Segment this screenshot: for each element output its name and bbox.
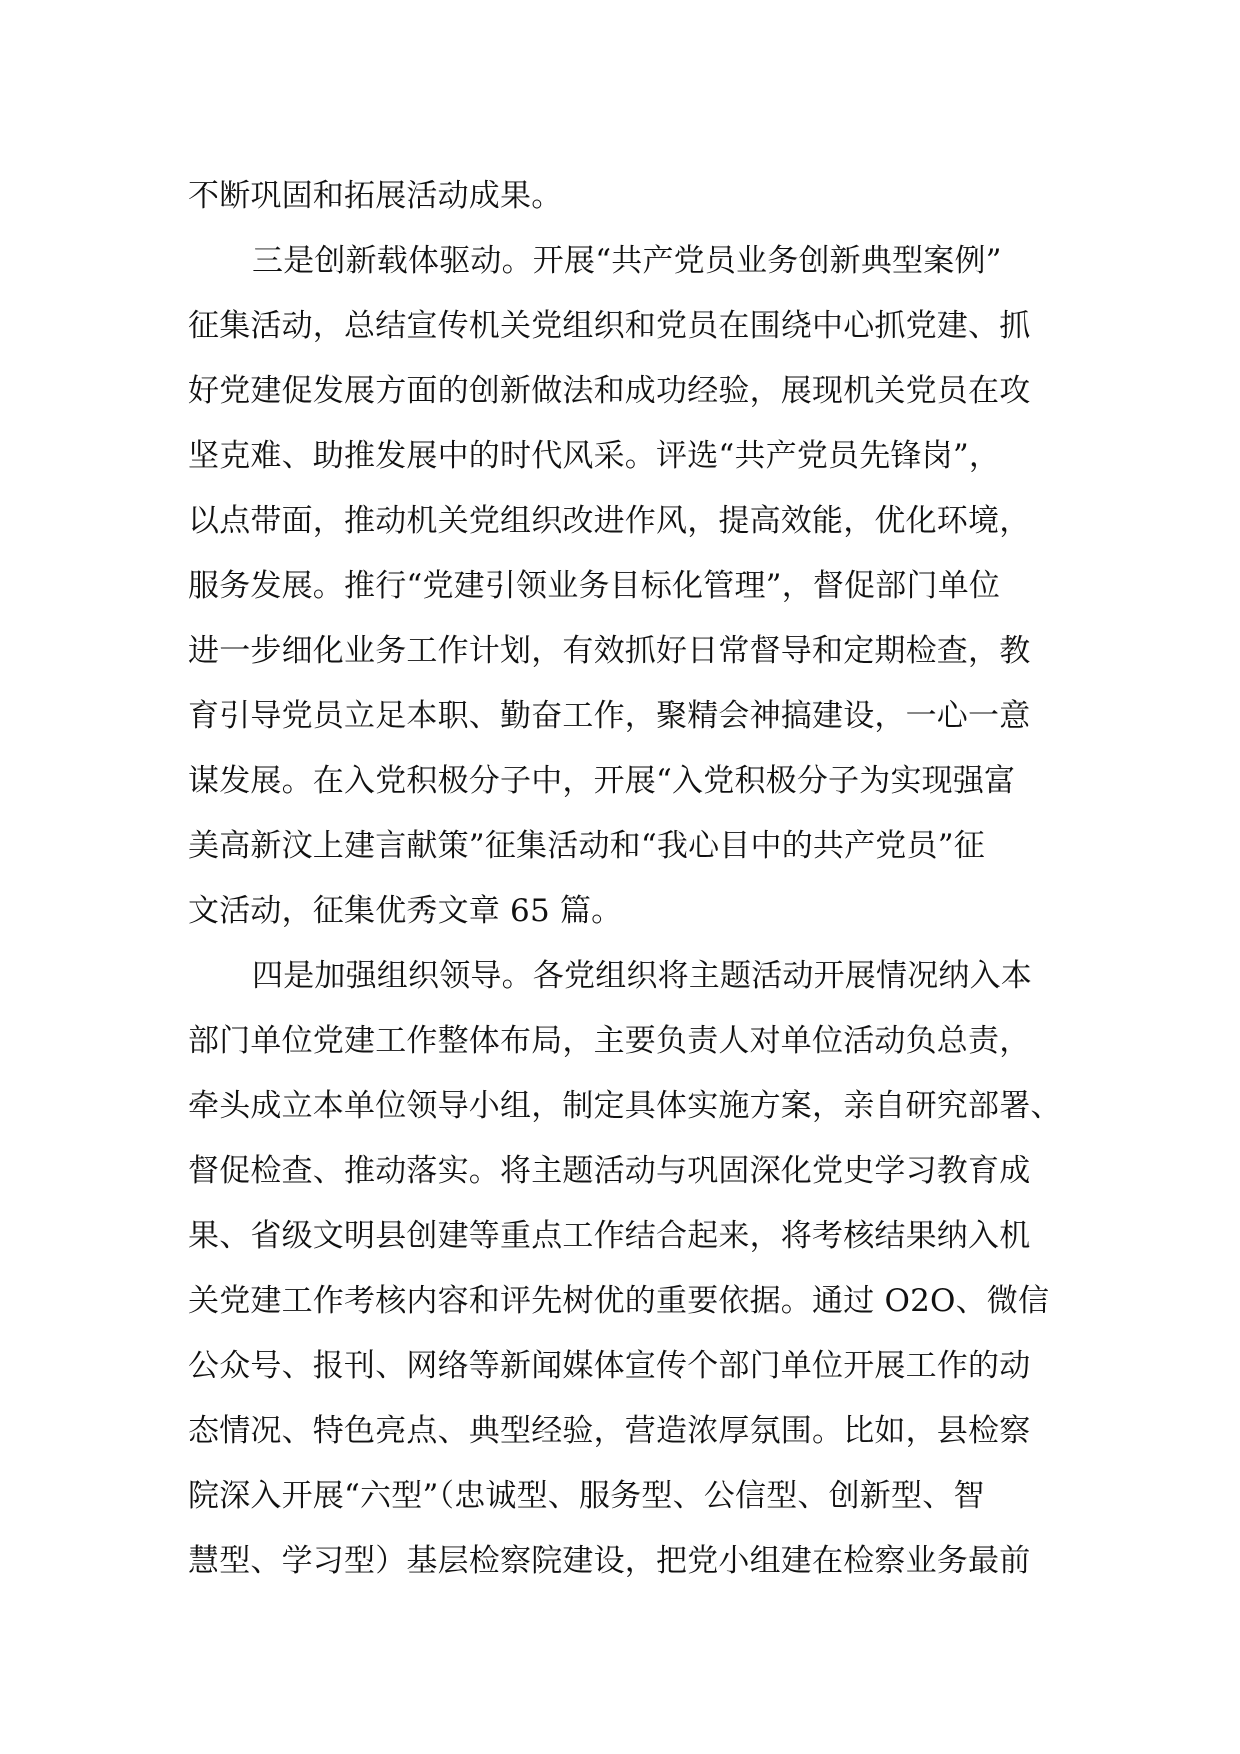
- text-line: 文活动，征集优秀文章 65 篇。: [188, 893, 623, 929]
- text-line: 美高新汶上建言献策”征集活动和“我心目中的共产党员”征: [188, 828, 985, 864]
- text-line: 部门单位党建工作整体布局，主要负责人对单位活动负总责，: [188, 1023, 1031, 1059]
- text-line: 好党建促发展方面的创新做法和成功经验，展现机关党员在攻: [188, 373, 1031, 409]
- text-line: 态情况、特色亮点、典型经验，营造浓厚氛围。比如，县检察: [188, 1413, 1031, 1449]
- paragraph-start-line: 三是创新载体驱动。开展“共产党员业务创新典型案例”: [252, 243, 1002, 279]
- body-text: [188, 164, 1068, 1594]
- text-line: 果、省级文明县创建等重点工作结合起来，将考核结果纳入机: [188, 1218, 1031, 1254]
- text-line: 进一步细化业务工作计划，有效抓好日常督导和定期检查，教: [188, 633, 1031, 669]
- text-line: 慧型、学习型）基层检察院建设，把党小组建在检察业务最前: [188, 1543, 1031, 1579]
- text-line: 牵头成立本单位领导小组，制定具体实施方案，亲自研究部署、: [188, 1088, 1062, 1124]
- text-line: 征集活动，总结宣传机关党组织和党员在围绕中心抓党建、抓: [188, 308, 1031, 344]
- text-line: 育引导党员立足本职、勤奋工作，聚精会神搞建设，一心一意: [188, 698, 1031, 734]
- paragraph-start-line: 四是加强组织领导。各党组织将主题活动开展情况纳入本: [252, 958, 1032, 994]
- text-line: 公众号、报刊、网络等新闻媒体宣传个部门单位开展工作的动: [188, 1348, 1031, 1384]
- text-line: 坚克难、助推发展中的时代风采。评选“共产党员先锋岗”，: [188, 438, 1001, 474]
- text-line: 不断巩固和拓展活动成果。: [188, 178, 563, 214]
- text-line: 督促检查、推动落实。将主题活动与巩固深化党史学习教育成: [188, 1153, 1031, 1189]
- text-line: 院深入开展“六型”（忠诚型、服务型、公信型、创新型、智: [188, 1478, 985, 1514]
- text-line: 关党建工作考核内容和评先树优的重要依据。通过 O2O、微信: [188, 1283, 1050, 1319]
- text-line: 服务发展。推行“党建引领业务目标化管理”，督促部门单位: [188, 568, 1001, 604]
- text-line: 以点带面，推动机关党组织改进作风，提高效能，优化环境，: [188, 503, 1031, 539]
- text-line: 谋发展。在入党积极分子中，开展“入党积极分子为实现强富: [188, 763, 1016, 799]
